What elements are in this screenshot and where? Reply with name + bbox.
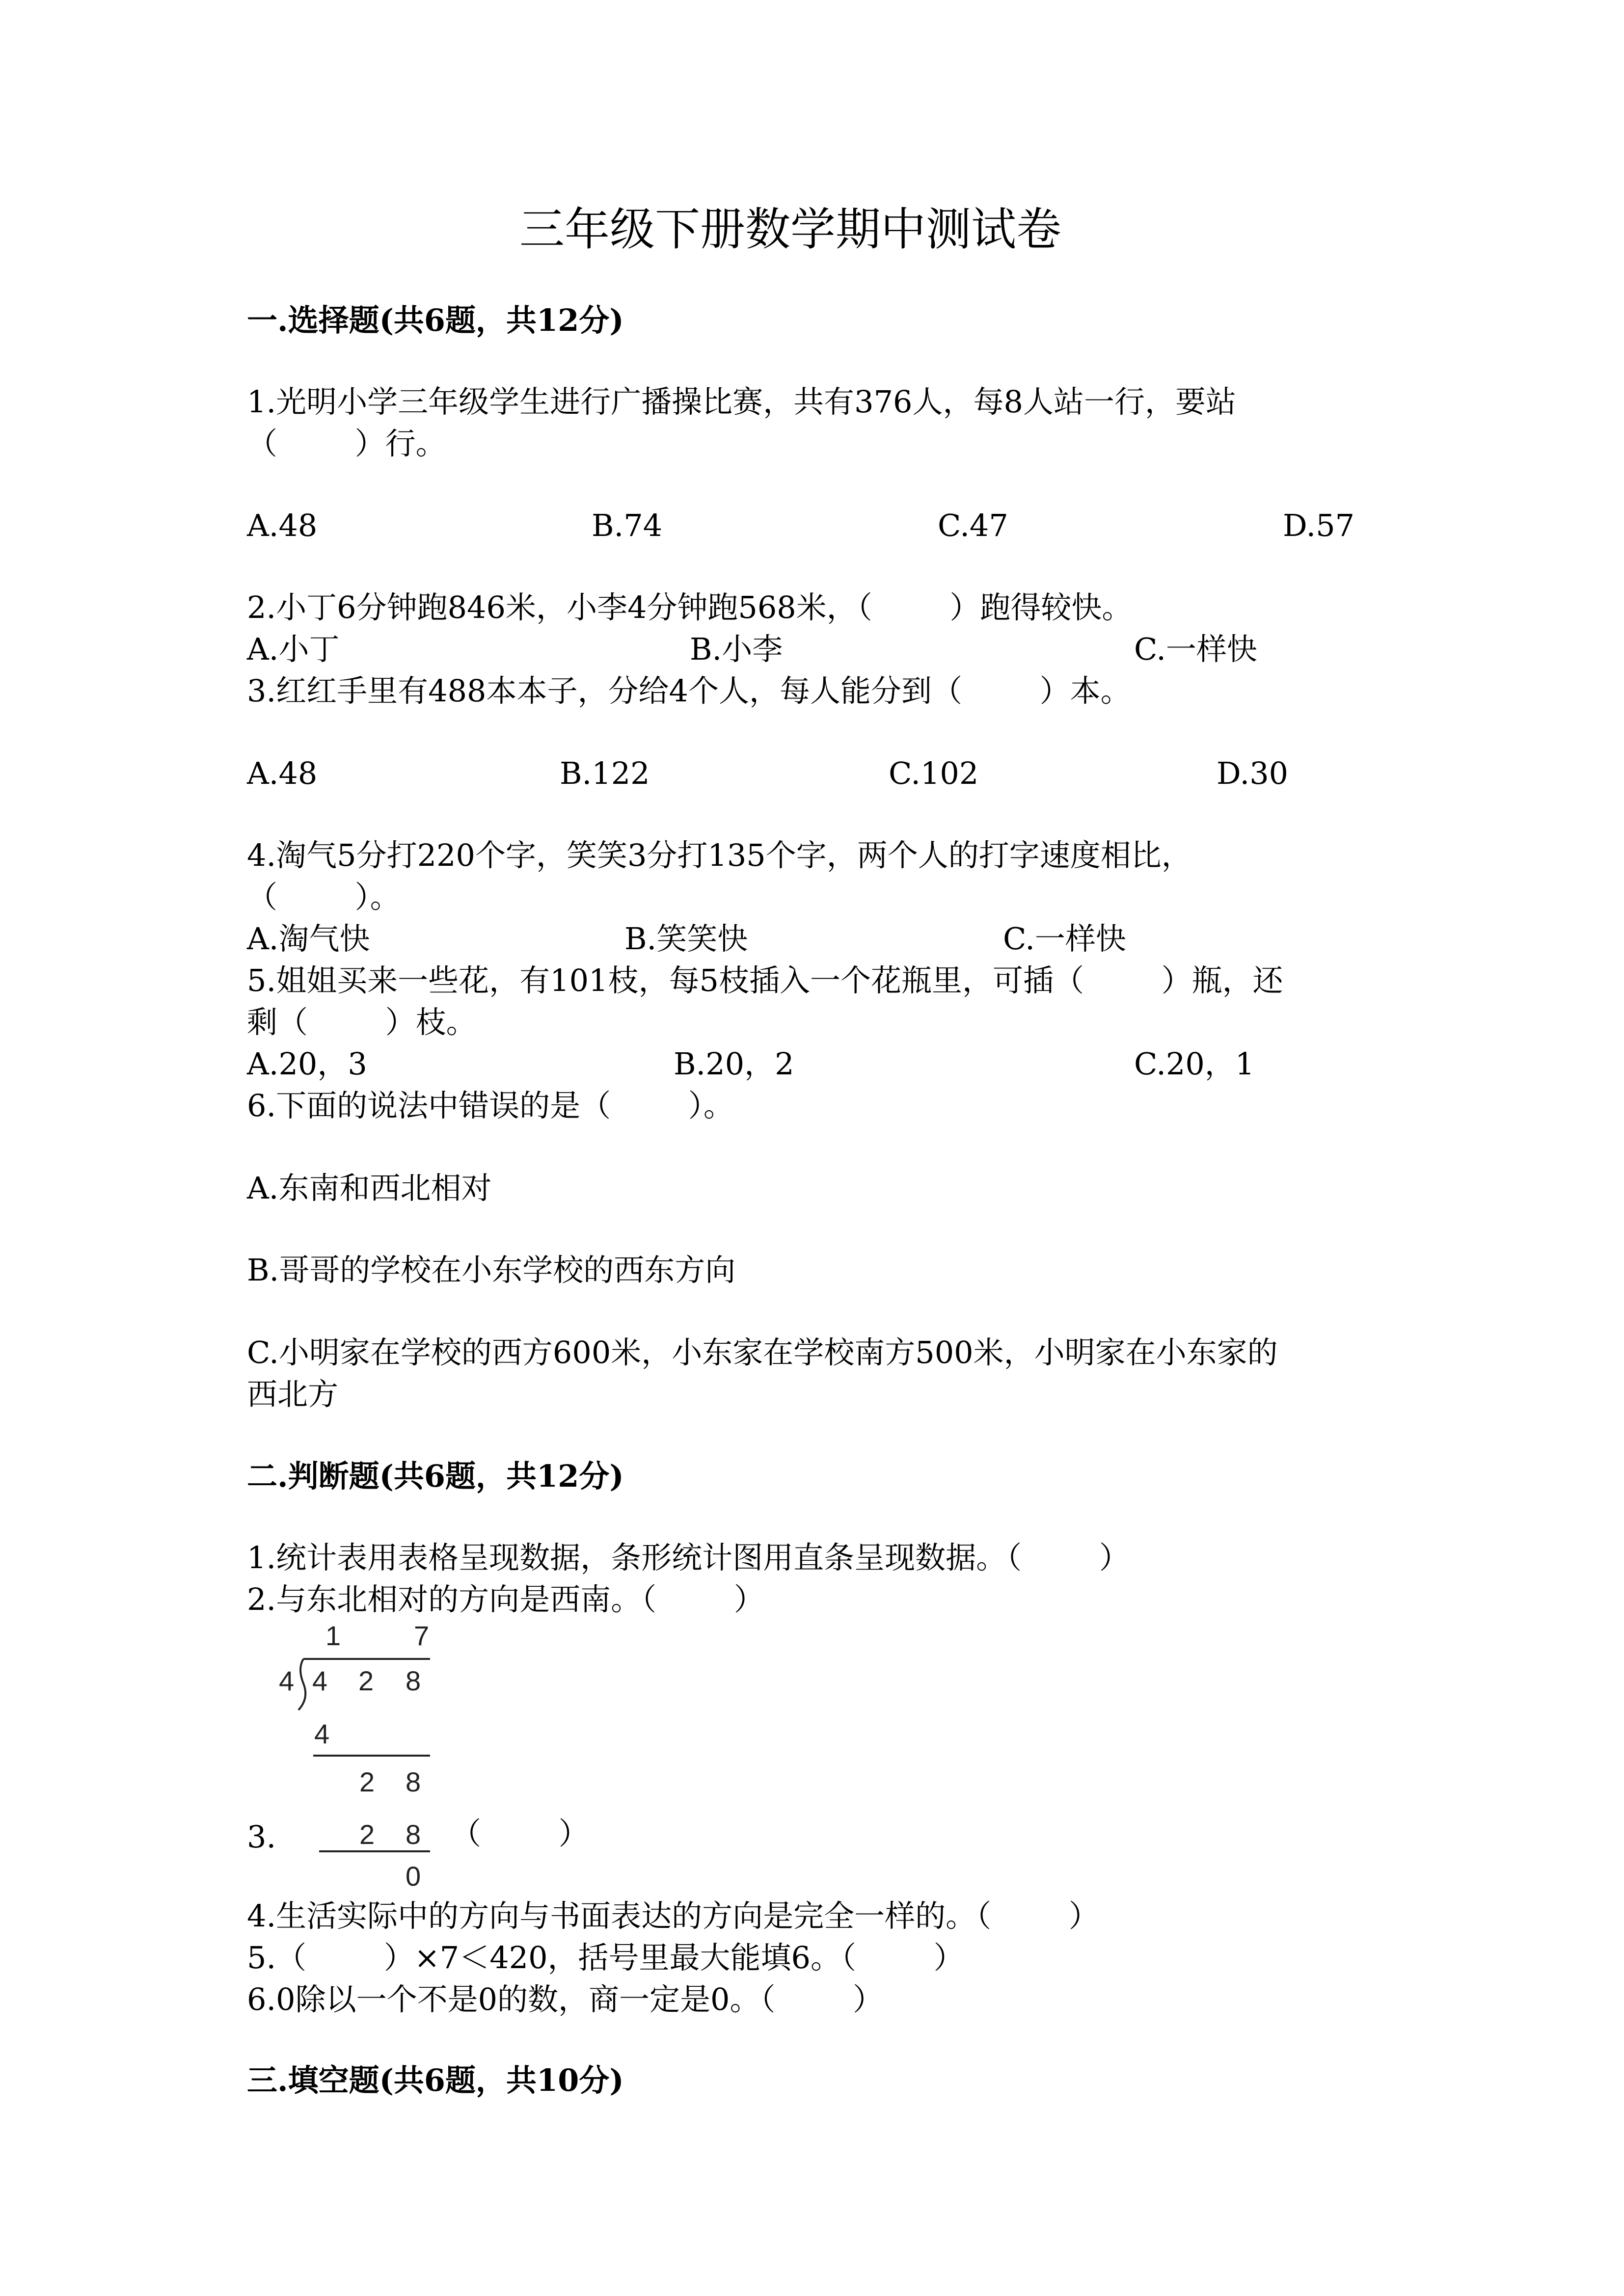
division-bar: [303, 1658, 430, 1660]
step-digit: 8: [406, 1819, 421, 1850]
question-text: 6.下面的说法中错误的是（ ）。: [247, 1088, 734, 1123]
question-text: 2.小丁6分钟跑846米，小李4分钟跑568米，（ ）跑得较快。: [247, 589, 1133, 625]
division-bracket: [293, 1658, 307, 1712]
question-text: 2.与东北相对的方向是西南。（ ）: [247, 1581, 764, 1617]
page-title: 三年级下册数学期中测试卷: [519, 203, 1062, 256]
step-digit: 2: [359, 1766, 375, 1797]
option-b: B.小李: [690, 631, 783, 667]
division-line: [313, 1755, 430, 1757]
option-c: C.20，1: [1134, 1046, 1255, 1082]
option-c-continued: 西北方: [247, 1376, 339, 1412]
option-a: A.48: [247, 755, 318, 791]
question-text: 6.0除以一个不是0的数，商一定是0。（ ）: [247, 1981, 884, 2017]
section-heading-fill-in: 三.填空题(共6题，共10分): [247, 2062, 624, 2098]
remainder: 0: [406, 1861, 421, 1892]
option-b: B.20，2: [674, 1046, 794, 1082]
option-a: A.东南和西北相对: [247, 1170, 492, 1206]
section-heading-choice: 一.选择题(共6题，共12分): [247, 302, 624, 338]
option-a: A.48: [247, 507, 318, 543]
step-digit: 2: [359, 1819, 375, 1850]
question-text: 1.光明小学三年级学生进行广播操比赛，共有376人，每8人站一行，要站: [247, 384, 1236, 420]
option-d: D.30: [1217, 755, 1289, 791]
divisor: 4: [279, 1665, 295, 1696]
question-text: 5.姐姐买来一些花，有101枝，每5枝插入一个花瓶里，可插（ ）瓶，还: [247, 962, 1283, 998]
option-a: A.淘气快: [247, 921, 370, 957]
step-digit: 4: [314, 1718, 330, 1749]
option-b: B.哥哥的学校在小东学校的西东方向: [247, 1252, 736, 1288]
option-c: C.一样快: [1003, 921, 1126, 957]
option-d: D.57: [1283, 507, 1355, 543]
question-text: 4.淘气5分打220个字，笑笑3分打135个字，两个人的打字速度相比，: [247, 837, 1192, 873]
option-c: C.102: [889, 755, 979, 791]
question-text: （ ）行。: [247, 426, 446, 461]
question-number: 3.: [247, 1819, 276, 1855]
question-text: 剩（ ）枝。: [247, 1004, 477, 1040]
option-c: C.小明家在学校的西方600米，小东家在学校南方500米，小明家在小东家的: [247, 1335, 1278, 1370]
answer-blank: （ ）: [451, 1815, 589, 1851]
section-heading-judgement: 二.判断题(共6题，共12分): [247, 1458, 624, 1494]
question-text: 3.红红手里有488本本子，分给4个人，每人能分到（ ）本。: [247, 673, 1131, 709]
option-c: C.一样快: [1134, 631, 1257, 667]
option-b: B.122: [560, 755, 650, 791]
question-text: 5.（ ）×7＜420，括号里最大能填6。（ ）: [247, 1940, 964, 1976]
question-text: 4.生活实际中的方向与书面表达的方向是完全一样的。（ ）: [247, 1898, 1099, 1934]
quotient-digit: 1: [325, 1620, 341, 1651]
option-a: A.小丁: [247, 631, 340, 667]
option-a: A.20，3: [247, 1046, 367, 1082]
question-text: （ ）。: [247, 879, 401, 915]
question-text: 1.统计表用表格呈现数据，条形统计图用直条呈现数据。（ ）: [247, 1540, 1130, 1575]
option-b: B.74: [592, 507, 663, 543]
option-b: B.笑笑快: [624, 921, 748, 957]
step-digit: 8: [406, 1766, 421, 1797]
dividend-digit: 2: [358, 1665, 374, 1696]
division-line: [319, 1850, 430, 1852]
option-c: C.47: [938, 507, 1008, 543]
dividend-digit: 8: [406, 1665, 421, 1696]
dividend-digit: 4: [312, 1665, 328, 1696]
quotient-digit: 7: [414, 1620, 430, 1651]
